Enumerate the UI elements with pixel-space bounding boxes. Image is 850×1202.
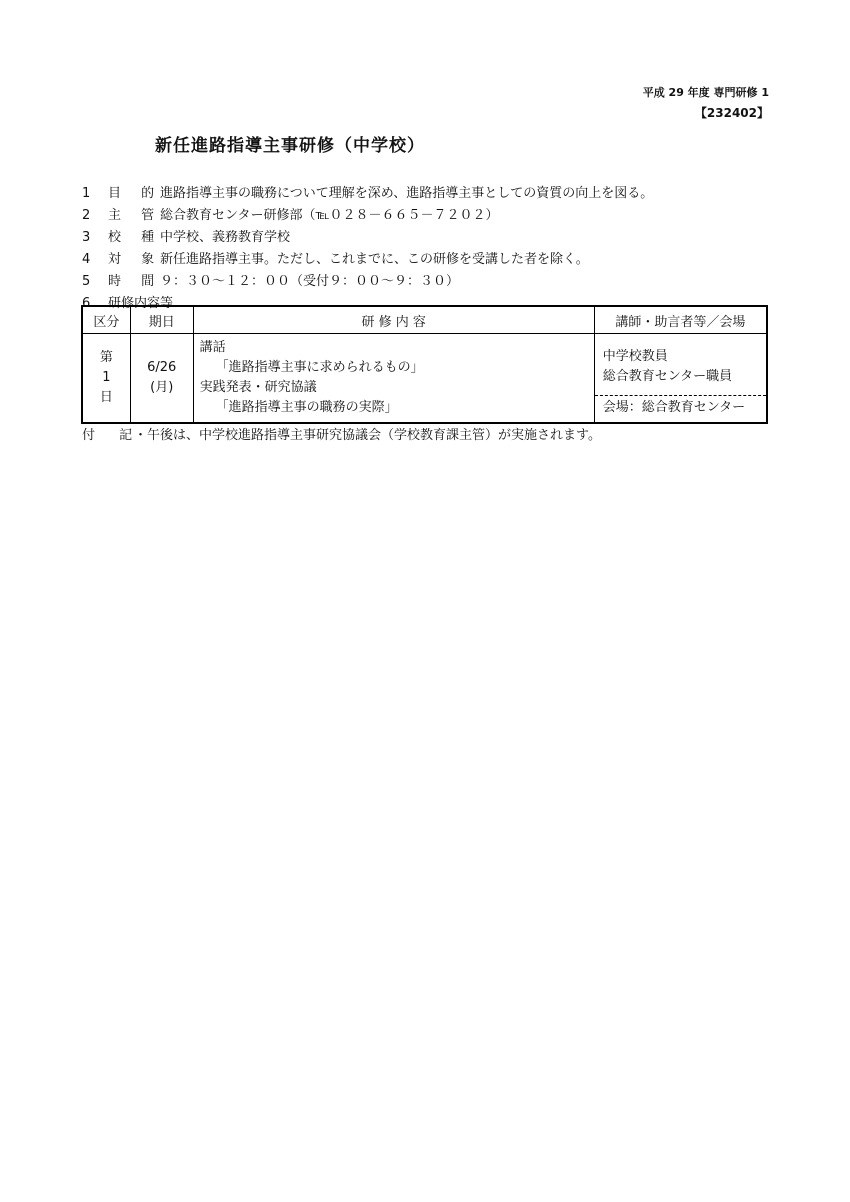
item-text: ９：３０～１２：００（受付９：００～９：３０） [160,274,460,289]
item-text: 新任進路指導主事。ただし、これまでに、この研修を受講した者を除く。 [160,252,589,267]
overview-list [82,183,653,315]
content-lecture-topic: 「進路指導主事に求められるもの」 [215,360,424,375]
header-date: 期日 [130,306,193,334]
item-label: 研修内容等 [108,296,174,311]
lecturer-list [595,337,766,395]
item-text: 進路指導主事の職務について理解を深め、進路指導主事としての資質の向上を図る。 [160,186,654,201]
lecturer-cell [594,334,767,424]
table-row [82,334,767,424]
venue: 会場：総合教育センター [595,395,766,420]
item-label: 校 種 [108,230,163,245]
day-number: 1 [102,370,111,385]
header-course-code: 【232402】 [694,106,769,120]
date-cell [130,334,193,424]
item-number: 4 [82,252,91,267]
overview-item-time [82,271,653,293]
overview-item-school-type [82,227,653,249]
item-text: 中学校、義務教育学校 [160,230,291,245]
date-value: 6/26 [147,360,177,375]
note-label: 付 記 [82,428,143,443]
header-content: 研 修 内 容 [193,306,594,334]
header-kubun: 区分 [82,306,130,334]
content-lecture: 講話 [199,340,226,355]
item-number: 1 [82,186,91,201]
item-label: 目 的 [108,186,163,201]
page-title: 新任進路指導主事研修（中学校） [155,136,425,156]
item-text: 総合教育センター研修部（℡０２８－６６５－７２０２） [160,208,499,223]
item-label: 主 管 [108,208,163,223]
item-label: 対 象 [108,252,163,267]
header-fiscal-year: 平成 29 年度 専門研修 1 [642,86,769,99]
training-schedule-table [81,305,768,424]
item-number: 6 [82,296,91,311]
note-text: ・午後は、中学校進路指導主事研究協議会（学校教育課主管）が実施されます。 [134,428,601,443]
content-practice-topic: 「進路指導主事の職務の実際」 [215,400,398,415]
table-header-row [82,306,767,334]
item-number: 5 [82,274,91,289]
weekday-value: (月) [150,380,174,395]
day-cell [82,334,130,424]
overview-item-purpose [82,183,653,205]
item-number: 3 [82,230,91,245]
content-cell [193,334,594,424]
content-practice: 実践発表・研究協議 [199,380,317,395]
lecturer-item: 中学校教員 [602,348,668,364]
supplementary-note [82,424,601,443]
day-char: 第 [99,350,113,365]
overview-item-target [82,249,653,271]
item-label: 時 間 [108,274,163,289]
day-char: 日 [99,390,113,405]
header-lecturer: 講師・助言者等／会場 [594,306,767,334]
item-number: 2 [82,208,91,223]
lecturer-item: 総合教育センター職員 [602,368,733,384]
overview-item-organizer [82,205,653,227]
